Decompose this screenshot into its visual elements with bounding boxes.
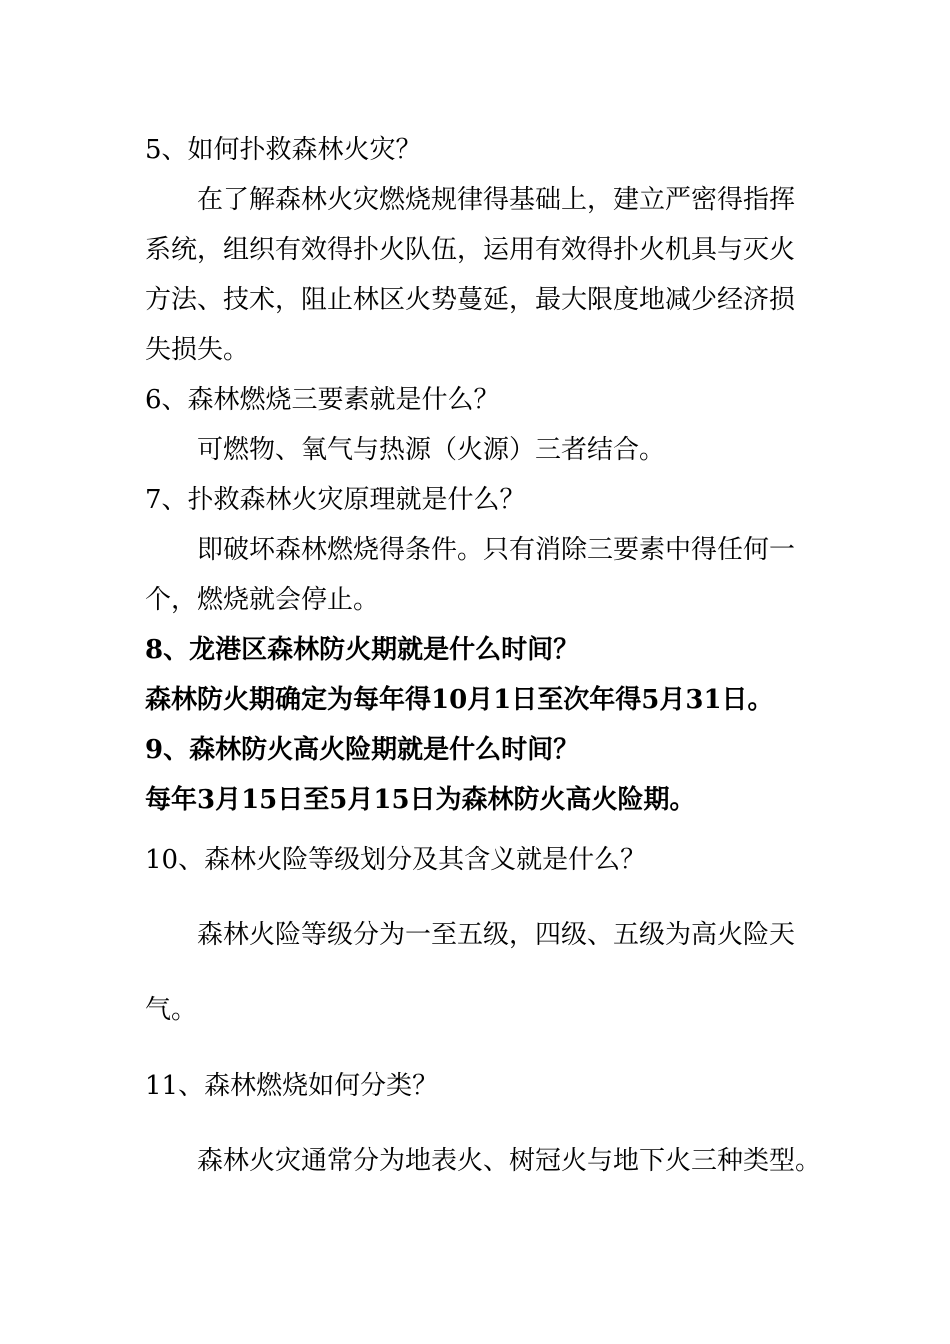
question-8: 8、龙港区森林防火期就是什么时间？	[145, 635, 580, 665]
answer-7-line-2: 个，燃烧就会停止。	[145, 585, 380, 615]
question-7: 7、扑救森林火灾原理就是什么？	[145, 485, 526, 515]
answer-10-line-2: 气。	[145, 995, 198, 1025]
answer-5-line-2: 系统，组织有效得扑火队伍，运用有效得扑火机具与灭火	[145, 235, 796, 265]
question-10: 10、森林火险等级划分及其含义就是什么？	[145, 845, 647, 875]
answer-10-line-1: 森林火险等级分为一至五级，四级、五级为高火险天	[197, 920, 796, 950]
answer-8: 森林防火期确定为每年得10月1日至次年得5月31日。	[145, 685, 774, 715]
answer-5-line-4: 失损失。	[145, 335, 250, 365]
question-11: 11、森林燃烧如何分类？	[145, 1071, 439, 1101]
answer-11: 森林火灾通常分为地表火、树冠火与地下火三种类型。	[197, 1146, 822, 1176]
answer-5-line-3: 方法、技术，阻止林区火势蔓延，最大限度地减少经济损	[145, 285, 796, 315]
question-5: 5、如何扑救森林火灾？	[145, 135, 422, 165]
answer-6: 可燃物、氧气与热源（火源）三者结合。	[197, 435, 666, 465]
answer-7-line-1: 即破坏森林燃烧得条件。只有消除三要素中得任何一	[197, 535, 796, 565]
answer-9: 每年3月15日至5月15日为森林防火高火险期。	[145, 785, 696, 815]
question-9: 9、森林防火高火险期就是什么时间？	[145, 735, 580, 765]
answer-5-line-1: 在了解森林火灾燃烧规律得基础上，建立严密得指挥	[197, 185, 796, 215]
question-6: 6、森林燃烧三要素就是什么？	[145, 385, 500, 415]
